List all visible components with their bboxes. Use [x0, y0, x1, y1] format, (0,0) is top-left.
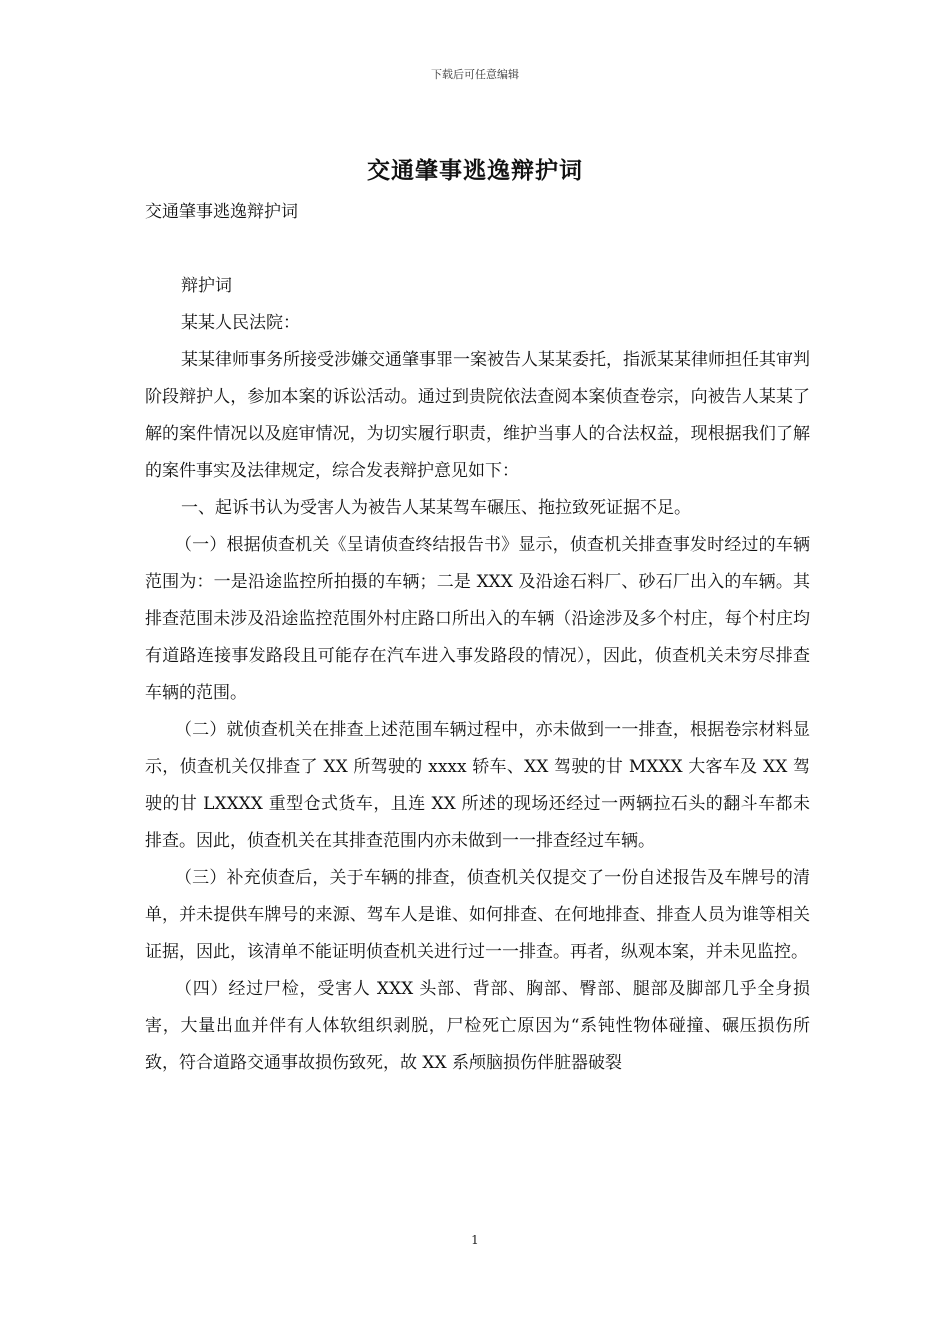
paragraph-intro: 某某律师事务所接受涉嫌交通肇事罪一案被告人某某委托，指派某某律师担任其审判阶段辩护人，参加本案的诉讼活动。通过到贵院依法查阅本案侦查卷宗，向被告人某某了解的案件情况以及庭审情况，为切实履行职责，维护当事人的合法权益，现根据我们了解的案件事实及法律规定，综合发表辩护意见如下：	[145, 350, 810, 481]
paragraph-sub-2: （二）就侦查机关在排查上述范围车辆过程中，亦未做到一一排查，根据卷宗材料显示，侦查机关仅排查了 XX 所驾驶的 xxxx 轿车、XX 驾驶的甘 MXXX 大客车及 XX 驾驶的甘 LXXXX 重型仓式货车，且连 XX 所述的现场还经过一两辆拉石头的翻斗车都未排查。因此，侦查机关在其排查范围内亦未做到一一排查经过车辆。	[145, 720, 810, 851]
paragraph-point-1: 一、起诉书认为受害人为被告人某某驾车碾压、拖拉致死证据不足。	[181, 498, 691, 518]
document-title: 交通肇事逃逸辩护词	[367, 157, 583, 184]
section-heading: 辩护词	[181, 276, 232, 296]
paragraph-sub-3: （三）补充侦查后，关于车辆的排查，侦查机关仅提交了一份自述报告及车牌号的清单，并未提供车牌号的来源、驾车人是谁、如何排查、在何地排查、排查人员为谁等相关证据，因此，该清单不能证明侦查机关进行过一一排查。再者，纵观本案，并未见监控。	[145, 868, 810, 962]
salutation: 某某人民法院：	[181, 313, 300, 333]
document-body	[145, 194, 810, 1082]
paragraph-sub-1: （一）根据侦查机关《呈请侦查终结报告书》显示，侦查机关排查事发时经过的车辆范围为：一是沿途监控所拍摄的车辆；二是 XXX 及沿途石料厂、砂石厂出入的车辆。其排查范围未涉及沿途监控范围外村庄路口所出入的车辆（沿途涉及多个村庄，每个村庄均有道路连接事发路段且可能存在汽车进入事发路段的情况），因此，侦查机关未穷尽排查车辆的范围。	[145, 535, 810, 703]
page-number: 1	[471, 1233, 479, 1247]
page-header: 下载后可任意编辑	[431, 68, 519, 81]
paragraph-sub-4: （四）经过尸检，受害人 XXX 头部、背部、胸部、臀部、腿部及脚部几乎全身损害，大量出血并伴有人体软组织剥脱，尸检死亡原因为“系钝性物体碰撞、碾压损伤所致，符合道路交通事故损伤致死，故 XX 系颅脑损伤伴脏器破裂	[145, 979, 810, 1073]
document-subtitle: 交通肇事逃逸辩护词	[145, 202, 298, 222]
